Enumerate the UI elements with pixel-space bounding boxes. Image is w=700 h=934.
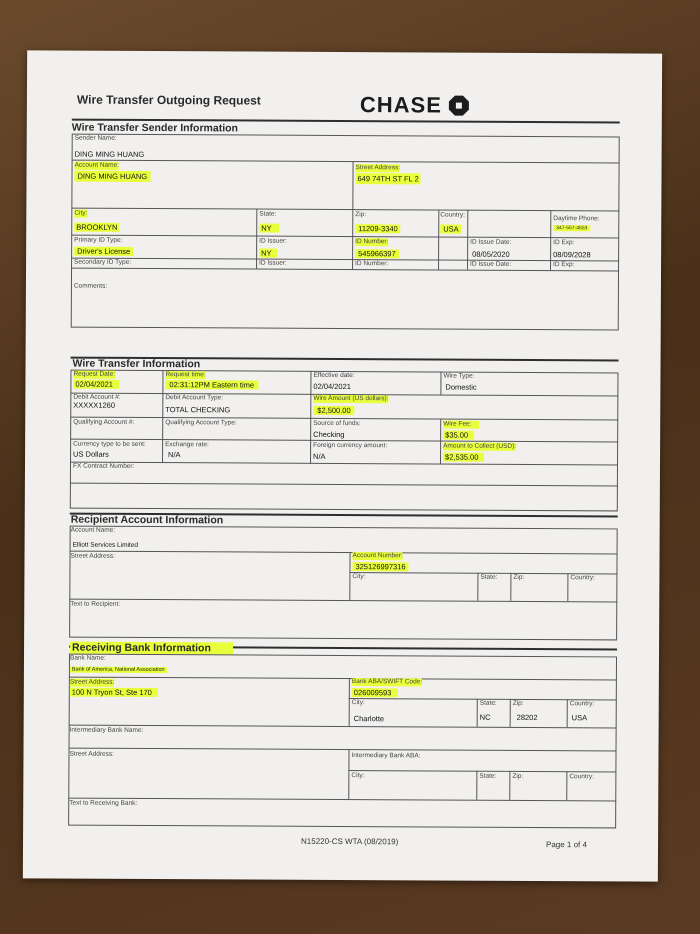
bank-state-label: State: (479, 699, 497, 707)
recipient-box (69, 526, 618, 641)
bank-name-value: Bank of America, National Association (71, 666, 165, 674)
recipient-city-label: City: (352, 573, 366, 581)
sender-country-value: USA (440, 225, 461, 234)
amount-to-collect-value: $2,535.00 (443, 453, 484, 462)
form-page (23, 50, 662, 881)
id-issue-value: 08/05/2020 (472, 249, 510, 259)
sender-city-label: City: (74, 209, 88, 217)
intermediary-street-label: Street Address: (69, 750, 114, 758)
bank-street-value: 100 N Tryon St, Ste 170 (70, 688, 158, 697)
bank-zip-value: 28202 (516, 712, 538, 723)
id-issue-label: ID Issue Date: (470, 238, 512, 246)
recipient-street-label: Street Address: (70, 552, 115, 560)
recipient-state-label: State: (480, 573, 498, 581)
intermediary-aba-label: Intermediary Bank ABA: (351, 752, 421, 760)
currency-value: US Dollars (73, 449, 109, 459)
bank-state-value: NC (479, 712, 491, 722)
id-exp2-label: ID Exp: (553, 261, 575, 269)
sender-city-value: BROOKLYN (76, 222, 118, 232)
recipient-section-title: Recipient Account Information (70, 513, 224, 527)
amount-to-collect-label: Amount to Collect (USD): (443, 442, 517, 450)
id-exp-label: ID Exp: (553, 239, 575, 247)
account-name-label: Account Name: (74, 161, 120, 169)
aba-swift-value: 026009593 (352, 688, 398, 697)
account-number-label: Account Number: (352, 552, 403, 560)
bank-city-value: Charlotte (353, 714, 385, 724)
id-issue2-label: ID Issue Date: (470, 260, 512, 268)
wire-section-title: Wire Transfer Information (72, 357, 201, 371)
debit-account-label: Debit Account #: (73, 393, 121, 401)
wire-fee-label: Wire Fee: (443, 421, 479, 429)
primary-id-value: Driver's License (74, 247, 133, 256)
text-to-bank-label: Text to Receiving Bank: (69, 799, 138, 807)
request-date-label: Request Date: (73, 370, 116, 378)
fx-contract-label: FX Contract Number: (72, 462, 135, 470)
chase-logo (360, 92, 470, 119)
chase-logo-text: CHASE (359, 92, 442, 118)
comments-label: Comments: (73, 282, 108, 290)
exchange-rate-value: N/A (168, 450, 181, 460)
account-name-value: DING MING HUANG (74, 171, 150, 182)
intermediary-zip-label: Zip: (512, 772, 524, 780)
request-time-label: Request time: (165, 371, 206, 379)
request-date-value: 02/04/2021 (73, 380, 119, 389)
id-number-value: 545966397 (355, 249, 399, 258)
intermediary-state-label: State: (479, 772, 497, 780)
sender-section-title: Wire Transfer Sender Information (71, 121, 239, 135)
wire-fee-value: $35.00 (443, 431, 474, 440)
wire-amount-value: $2,500.00 (313, 406, 354, 415)
wire-type-value: Domestic (445, 382, 477, 392)
bank-section-title: Receiving Bank Information (70, 642, 233, 655)
text-to-recipient-label: Text to Recipient: (70, 600, 121, 608)
bank-street-label: Street Address: (69, 678, 115, 686)
qualifying-account-label: Qualifying Account #: (73, 418, 135, 426)
sender-street-value: 649 74TH ST FL 2 (355, 173, 420, 184)
sender-zip-value: 11209-3340 (355, 224, 401, 233)
sender-state-value: NY (259, 224, 279, 233)
primary-id-label: Primary ID Type: (74, 236, 123, 244)
form-id: N15220-CS WTA (08/2019) (301, 836, 399, 847)
secondary-id-label: Secondary ID Type: (74, 258, 132, 266)
page-number: Page 1 of 4 (545, 840, 587, 850)
chase-octagon-icon (448, 95, 470, 117)
sender-box (71, 134, 620, 331)
recipient-zip-label: Zip: (513, 573, 525, 581)
foreign-amount-label: Foreign currency amount: (313, 441, 388, 450)
recipient-country-label: Country: (570, 574, 596, 582)
currency-label: Currency type to be sent: (73, 440, 146, 448)
debit-account-value: XXXXX1260 (73, 400, 116, 410)
sender-street-label: Street Address: (355, 164, 401, 172)
bank-name-label: Bank Name: (69, 654, 106, 662)
sender-state-label: State: (259, 210, 277, 218)
id-exp-value: 08/09/2028 (553, 250, 591, 260)
debit-type-label: Debit Account Type: (165, 394, 224, 402)
intermediary-name-label: Intermediary Bank Name: (69, 726, 144, 734)
aba-swift-label: Bank ABA/SWIFT Code: (351, 678, 423, 686)
bank-country-value: USA (571, 713, 588, 723)
account-number-value: 325126997316 (352, 562, 408, 571)
recipient-name-value: Elliott Services Limited (72, 541, 138, 549)
phone-value: 347-557-4553 (553, 225, 590, 231)
debit-type-value: TOTAL CHECKING (165, 405, 231, 415)
form-title: Wire Transfer Outgoing Request (76, 92, 261, 108)
id-number-label: ID Number: (355, 238, 389, 246)
sender-name-label: Sender Name: (74, 134, 117, 142)
id-number2-label: ID Number: (355, 260, 389, 268)
recipient-name-label: Account Name: (70, 526, 116, 534)
id-issuer-value: NY (259, 249, 277, 258)
sender-name-value: DING MING HUANG (74, 149, 145, 159)
exchange-rate-label: Exchange rate: (165, 441, 209, 449)
effective-date-value: 02/04/2021 (313, 381, 351, 392)
intermediary-country-label: Country: (569, 773, 594, 781)
sender-country-label: Country: (440, 211, 465, 219)
sender-zip-label: Zip: (355, 211, 367, 219)
bank-country-label: Country: (569, 700, 595, 708)
foreign-amount-value: N/A (313, 451, 326, 461)
qualifying-type-label: Qualifying Account Type: (165, 419, 237, 427)
effective-date-label: Effective date: (313, 371, 355, 380)
bank-zip-label: Zip: (512, 699, 524, 707)
wire-amount-label: Wire Amount (US dollars): (313, 394, 389, 403)
request-time-value: 02:31:12PM Eastern time (165, 380, 258, 389)
id-issuer-label: ID Issuer: (259, 237, 288, 245)
phone-label: Daytime Phone: (553, 215, 600, 223)
source-of-funds-label: Source of funds: (313, 419, 361, 428)
wire-type-label: Wire Type: (443, 372, 475, 380)
intermediary-city-label: City: (351, 772, 365, 780)
bank-city-label: City: (351, 699, 365, 707)
source-of-funds-value: Checking (313, 429, 345, 440)
id-issuer2-label: ID Issuer: (259, 259, 287, 267)
